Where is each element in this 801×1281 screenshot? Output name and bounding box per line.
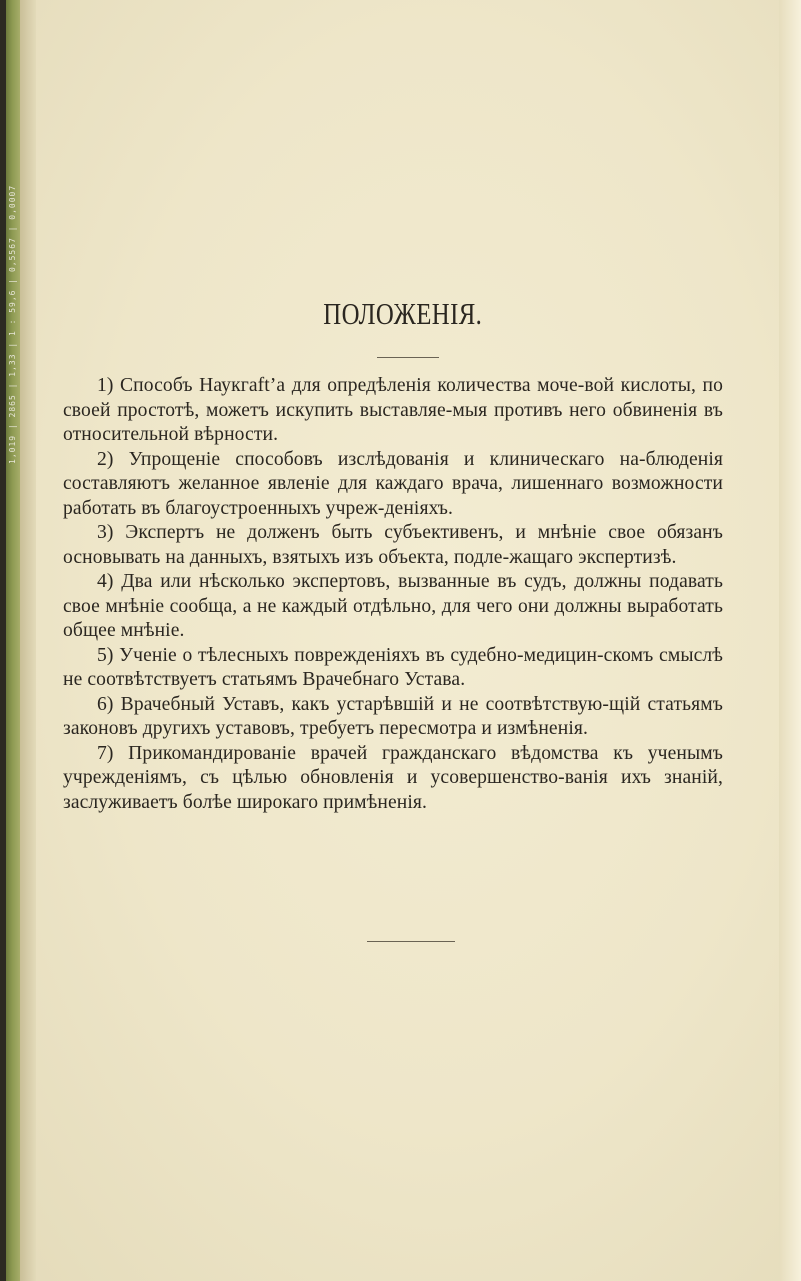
thesis-6: 6) Врачебный Уставъ, какъ устарѣвшій и не соотвѣтствую-щій статьямъ законовъ другихъ уставовъ, требуетъ пересмотра и измѣненія.: [63, 693, 723, 739]
title-rule: [377, 357, 439, 358]
thesis-5: 5) Ученіе о тѣлесныхъ поврежденіяхъ въ судебно-медицин-скомъ смыслѣ не соотвѣтствуетъ статьямъ Врачебнаго Устава.: [63, 644, 723, 690]
thesis-2: 2) Упрощеніе способовъ изслѣдованія и клиническаго на-блюденія составляютъ желанное явленіе для каждаго врача, лишеннаго возможности работать въ благоустроенныхъ учреж-деніяхъ.: [63, 448, 723, 519]
binding-shadow: [20, 0, 36, 1281]
page-right-edge: [779, 0, 801, 1281]
thesis-4: 4) Два или нѣсколько экспертовъ, вызванные въ судъ, должны подавать свое мнѣніе сообща, а не каждый отдѣльно, для чего они должны выработать общее мнѣніе.: [63, 571, 723, 641]
scale-label: 1,019 | 2865 | 1,33 | 1 : 59,6 | 0,5567 | 0,0007: [8, 184, 17, 464]
thesis-3: 3) Экспертъ не долженъ быть субъективенъ, и мнѣніе свое обязанъ основывать на данныхъ, взятыхъ изъ объекта, подле-жащаго экспертизѣ.: [63, 522, 723, 568]
theses-list: [63, 374, 723, 815]
page-title: ПОЛОЖЕНІЯ.: [323, 296, 483, 331]
thesis-7: 7) Прикомандированіе врачей гражданскаго вѣдомства къ ученымъ учрежденіямъ, съ цѣлью обновленія и усовершенство-ванія ихъ знаній, заслуживаетъ болѣе широкаго примѣненія.: [63, 742, 723, 813]
thesis-1: 1) Способъ Наукгаft’а для опредѣленія количества моче-вой кислоты, по своей простотѣ, можетъ искупить выставляе-мыя противъ него обвиненія въ относительной вѣрности.: [63, 375, 723, 445]
scale-strip: [0, 80, 6, 460]
closing-rule: [367, 941, 455, 942]
